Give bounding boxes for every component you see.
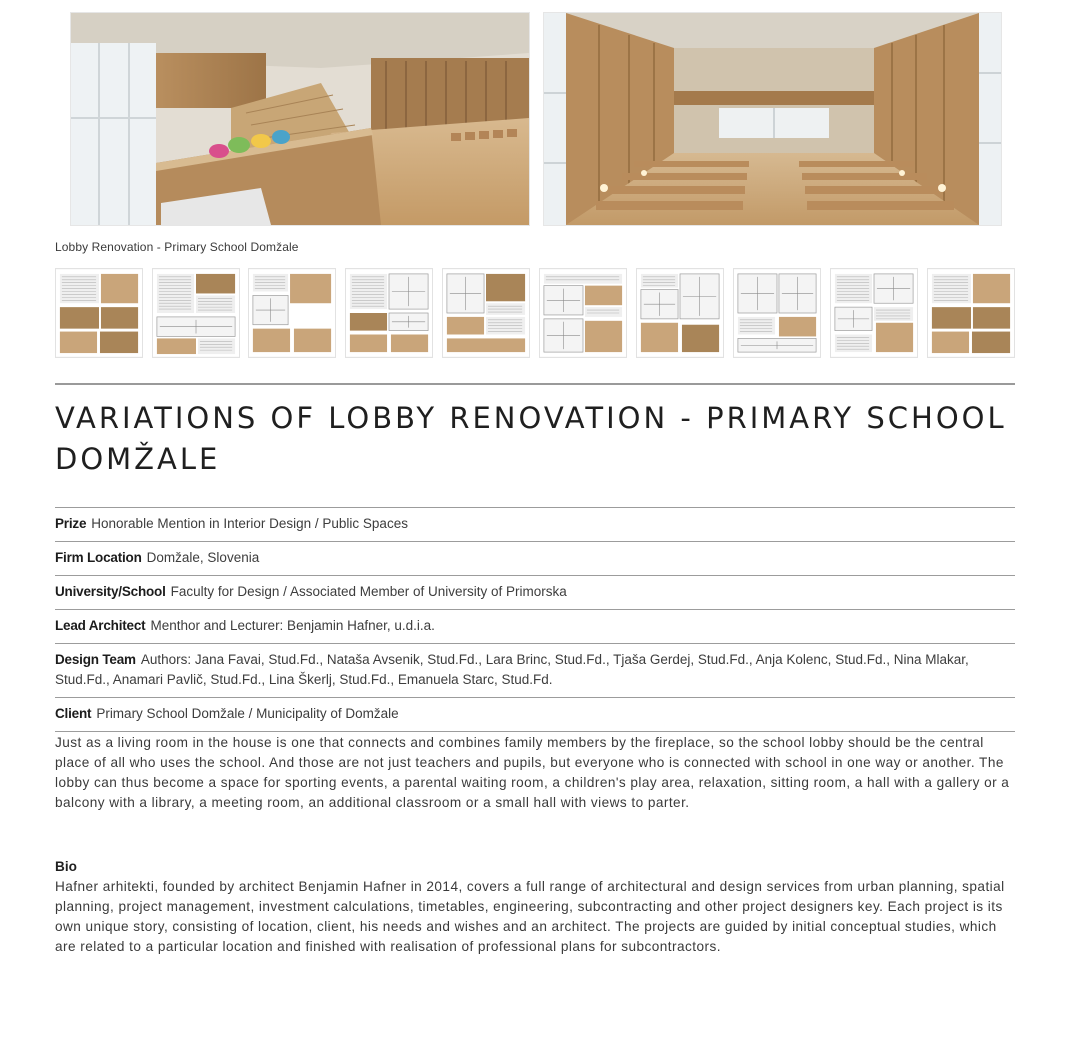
- thumbnail-board-preview: [928, 269, 1014, 357]
- thumbnail-board-preview: [734, 269, 820, 357]
- meta-value: Honorable Mention in Interior Design / Public Spaces: [91, 516, 408, 531]
- divider: [55, 383, 1015, 385]
- bio-heading: Bio: [55, 859, 77, 874]
- hero-gallery: [70, 12, 1000, 224]
- thumbnail-5[interactable]: [442, 268, 530, 358]
- meta-row-client: [55, 698, 1015, 732]
- meta-key: Prize: [55, 516, 87, 531]
- thumbnail-10[interactable]: [927, 268, 1015, 358]
- thumbnail-4[interactable]: [345, 268, 433, 358]
- thumbnail-board-preview: [831, 269, 917, 357]
- thumbnail-board-preview: [540, 269, 626, 357]
- thumbnail-7[interactable]: [636, 268, 724, 358]
- meta-value: Domžale, Slovenia: [146, 550, 260, 565]
- thumbnail-board-preview: [346, 269, 432, 357]
- thumbnail-2[interactable]: [152, 268, 240, 358]
- thumbnail-8[interactable]: [733, 268, 821, 358]
- project-description: Just as a living room in the house is one that connects and combines family members by the fireplace, so the school lobby should be the central place of all who uses the school. And those are not just teachers and pupils, but everyone who is connected with school in one way or another. The lobby can thus become a space for sporting events, a parental waiting room, a children's play area, relaxation, sitting room, a hall with a gallery or a balcony with a library, a meeting room, an additional classroom or a small hall with views to parter.: [55, 735, 1010, 810]
- meta-key: Firm Location: [55, 550, 142, 565]
- lobby-interior-render: [71, 13, 529, 225]
- hero-image-hall-seating[interactable]: [543, 12, 1002, 226]
- thumbnail-1[interactable]: [55, 268, 143, 358]
- thumbnail-6[interactable]: [539, 268, 627, 358]
- gallery-caption: Lobby Renovation - Primary School Domžale: [55, 240, 299, 254]
- meta-key: Client: [55, 706, 92, 721]
- bio-text: Hafner arhitekti, founded by architect Benjamin Hafner in 2014, covers a full range of architectural and design services from urban planning, spatial planning, project management, investment calculations, timetables, engineering, subcontracting and other project designers key. Each project is its own unique story, consisting of location, client, his needs and wishes and an architect. The projects are guided by initial conceptual studies, which are related to a particular location and finished with realisation of professional plans for subcontractors.: [55, 879, 1005, 954]
- thumbnail-board-preview: [56, 269, 142, 357]
- project-meta-table: [55, 507, 1015, 732]
- thumbnail-board-preview: [637, 269, 723, 357]
- meta-row-university: [55, 576, 1015, 610]
- meta-row-firm-location: [55, 542, 1015, 576]
- hall-seating-render: [544, 13, 1001, 225]
- thumbnail-9[interactable]: [830, 268, 918, 358]
- meta-value: Menthor and Lecturer: Benjamin Hafner, u.d.i.a.: [150, 618, 435, 633]
- thumbnail-board-preview: [443, 269, 529, 357]
- meta-value: Authors: Jana Favai, Stud.Fd., Nataša Avsenik, Stud.Fd., Lara Brinc, Stud.Fd., Tjaša Gerdej, Stud.Fd., Anja Kolenc, Stud.Fd., Nina Mlakar, Stud.Fd., Anamari Pavlič, Stud.Fd., Lina Škerlj, Stud.Fd., Emanuela Starc, Stud.Fd.: [55, 652, 969, 687]
- page-title: VARIATIONS OF LOBBY RENOVATION - PRIMARY SCHOOL DOMŽALE: [55, 401, 1007, 476]
- meta-key: Lead Architect: [55, 618, 146, 633]
- thumbnail-strip: [55, 268, 1015, 360]
- meta-value: Primary School Domžale / Municipality of Domžale: [96, 706, 399, 721]
- thumbnail-board-preview: [153, 269, 239, 357]
- meta-key: Design Team: [55, 652, 136, 667]
- thumbnail-board-preview: [249, 269, 335, 357]
- meta-row-prize: [55, 508, 1015, 542]
- hero-image-lobby-interior[interactable]: [70, 12, 530, 226]
- meta-value: Faculty for Design / Associated Member of University of Primorska: [170, 584, 567, 599]
- meta-key: University/School: [55, 584, 166, 599]
- meta-row-lead-architect: [55, 610, 1015, 644]
- thumbnail-3[interactable]: [248, 268, 336, 358]
- meta-row-design-team: [55, 644, 1015, 698]
